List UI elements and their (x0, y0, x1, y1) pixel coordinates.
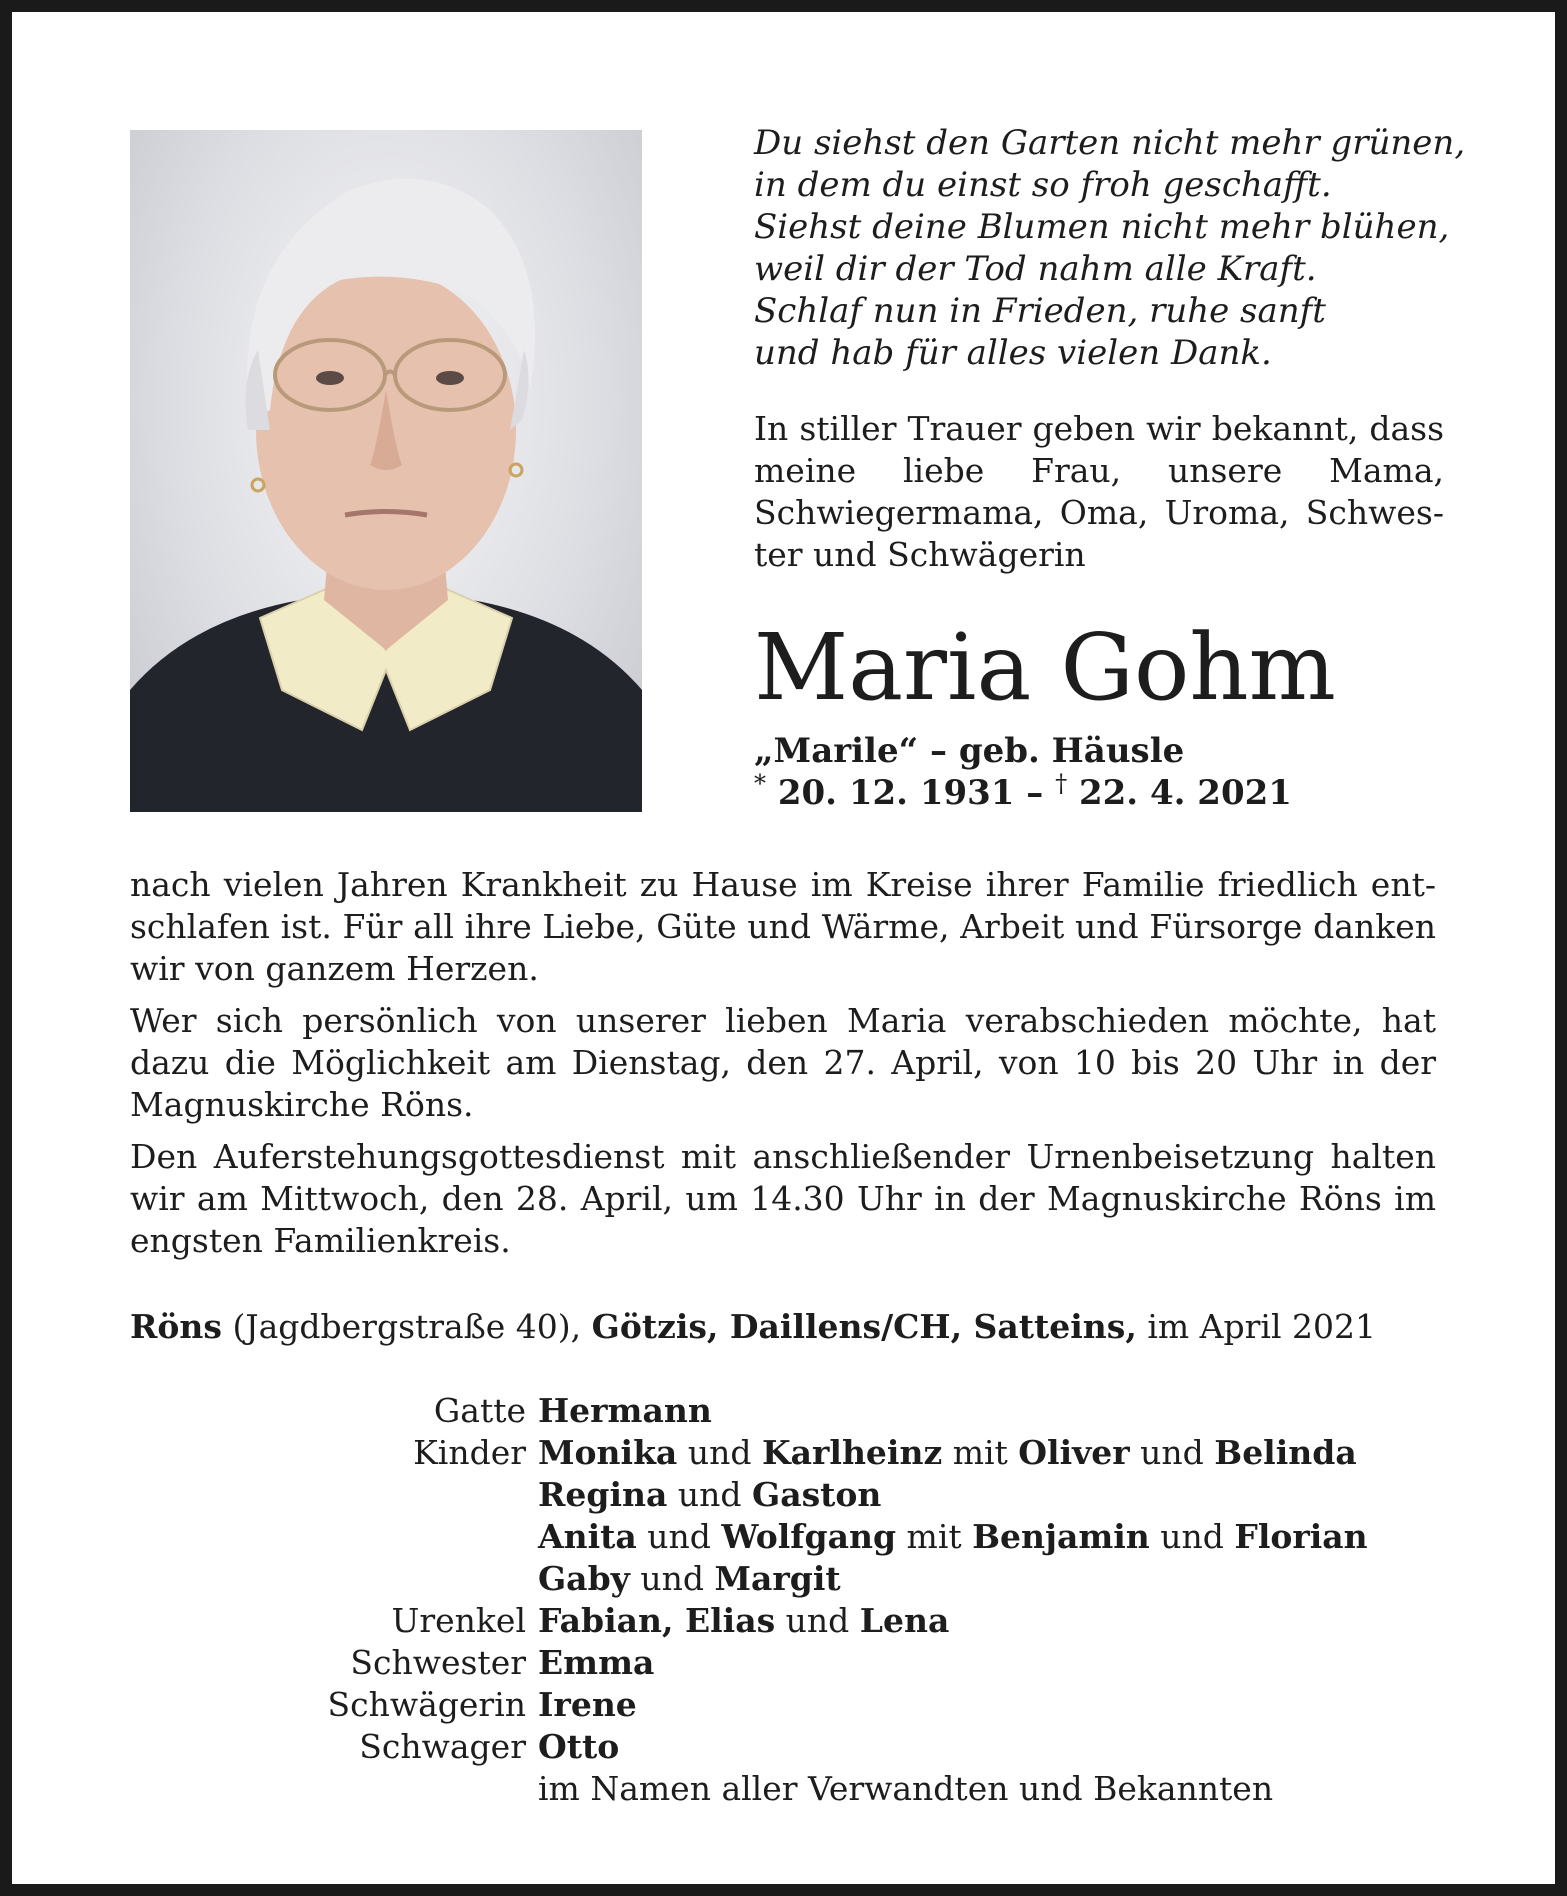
family-member: Benjamin (972, 1517, 1150, 1556)
connector: mit (942, 1433, 1019, 1472)
connector: und (775, 1601, 860, 1640)
family-member: Otto (538, 1727, 620, 1766)
family-member: Gaby (538, 1559, 630, 1598)
death-symbol: † (1055, 769, 1068, 798)
life-dates (754, 769, 1444, 814)
children-line (538, 1558, 1450, 1600)
family-member: Belinda (1214, 1433, 1357, 1472)
family-member: Karlheinz (761, 1433, 943, 1472)
family-row (130, 1390, 1450, 1432)
family-member: Hermann (538, 1391, 712, 1430)
date-line: im April 2021 (1136, 1307, 1376, 1346)
birth-symbol: * (754, 769, 766, 798)
children-line (538, 1432, 1450, 1474)
address: (Jagdbergstraße 40), (222, 1307, 592, 1346)
family-member: Lena (859, 1601, 950, 1640)
deceased-name: Maria Gohm (754, 614, 1336, 721)
family-member: Florian (1234, 1517, 1368, 1556)
connector: und (636, 1517, 722, 1556)
family-role: Schwägerin (327, 1685, 526, 1724)
connector: und (1129, 1433, 1215, 1472)
place-name: Röns (130, 1307, 223, 1346)
body-paragraph: nach vielen Jahren Krankheit zu Hause im Kreise ihrer Familie friedlich entschlafen ist. Für all ihre Liebe, Güte und Wärme, Arbeit und Fürsorge danken wir von ganzem Herzen. (130, 865, 1436, 988)
announcement-text: In stiller Trauer geben wir bekannt, dass meine liebe Frau, unsere Mama, Schwiegermama, Oma, Uroma, Schwester und Schwägerin (754, 409, 1444, 574)
birth-date: 20. 12. 1931 (777, 773, 1015, 813)
portrait-illustration (130, 130, 642, 812)
poem-line: und hab für alles vielen Dank. (754, 333, 1272, 373)
poem-line: Siehst deine Blumen nicht mehr blühen, (754, 207, 1450, 247)
closing-line: im Namen aller Verwandten und Bekannten (538, 1769, 1274, 1808)
family-member: Fabian, Elias (538, 1601, 776, 1640)
family-member: Anita (538, 1517, 637, 1556)
family-row (130, 1600, 1450, 1642)
poem-line: Schlaf nun in Frieden, ruhe sanft (754, 291, 1326, 331)
family-member: Irene (538, 1685, 637, 1724)
family-member: Oliver (1018, 1433, 1130, 1472)
connector: mit (896, 1517, 973, 1556)
children-line (538, 1474, 1450, 1516)
family-role: Urenkel (391, 1601, 526, 1640)
family-member: Emma (538, 1643, 655, 1682)
poem-line: in dem du einst so froh geschafft. (754, 165, 1332, 205)
family-member: Gaston (752, 1475, 882, 1514)
body-paragraph: Den Auferstehungsgottesdienst mit anschließender Urnenbeisetzung halten wir am Mittwoch, den 28. April, um 14.30 Uhr in der Magnuskirche Röns im engsten Familienkreis. (130, 1137, 1436, 1260)
family-row (130, 1684, 1450, 1726)
connector: und (667, 1475, 753, 1514)
family-member: Regina (538, 1475, 668, 1514)
children-line (538, 1516, 1450, 1558)
family-row (130, 1726, 1450, 1768)
family-member: Margit (714, 1559, 841, 1598)
deceased-details (754, 730, 1444, 814)
death-date: 22. 4. 2021 (1078, 773, 1292, 813)
poem (754, 122, 1466, 374)
connector: und (629, 1559, 715, 1598)
connector: und (677, 1433, 762, 1472)
family-list (130, 1390, 1450, 1810)
places-line (130, 1306, 1450, 1348)
date-separator: – (1014, 773, 1056, 813)
deceased-nickname: „Marile“ – geb. Häusle (754, 731, 1185, 771)
other-places: Götzis, Daillens/CH, Satteins, (591, 1307, 1137, 1346)
family-role: Kinder (413, 1433, 526, 1472)
family-row (130, 1642, 1450, 1684)
family-role: Schwager (359, 1727, 526, 1766)
family-role: Gatte (433, 1391, 526, 1430)
family-role: Schwester (350, 1643, 526, 1682)
family-member: Monika (538, 1433, 678, 1472)
family-member: Wolfgang (721, 1517, 897, 1556)
family-row (130, 1432, 1450, 1600)
family-row (130, 1768, 1450, 1810)
poem-line: Du siehst den Garten nicht mehr grünen, (754, 123, 1466, 163)
connector: und (1149, 1517, 1235, 1556)
poem-line: weil dir der Tod nahm alle Kraft. (754, 249, 1317, 289)
body-paragraph: Wer sich persönlich von unserer lieben Maria verabschieden möchte, hat dazu die Möglichkeit am Dienstag, den 27. April, von 10 bis 20 Uhr in der Magnuskirche Röns. (130, 1001, 1436, 1124)
portrait-photo (130, 130, 642, 812)
